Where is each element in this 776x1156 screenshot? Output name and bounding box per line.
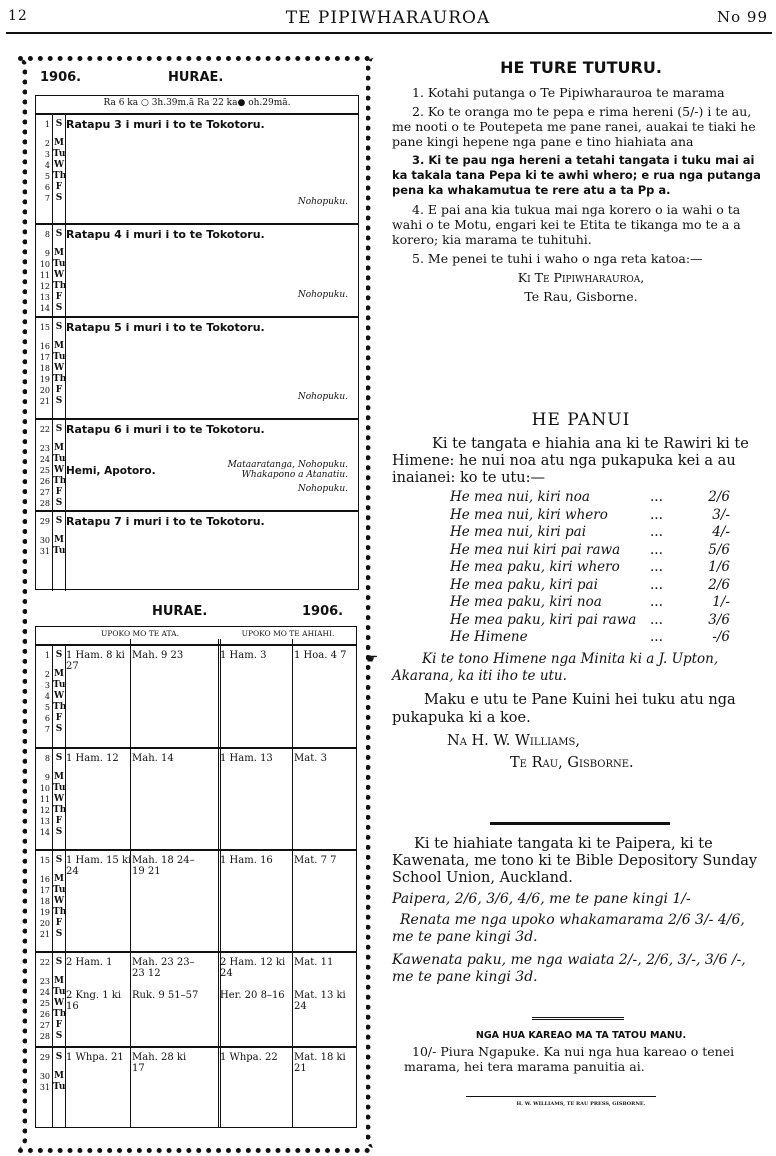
ture-heading: HE TURE TUTURU. [500, 58, 662, 77]
weekday-letter: W [53, 896, 65, 906]
sunday-title: Ratapu 3 i muri i to te Tokotoru. [66, 118, 265, 131]
weekday-letter: M [54, 248, 64, 258]
day-number: 29 [39, 1053, 50, 1062]
day-number: 28 [39, 1032, 50, 1041]
weekday-letter: F [55, 713, 63, 723]
day-number: 7 [44, 725, 50, 734]
evening-header: UPOKO MO TE AHIAHI. [241, 629, 335, 638]
panui-intro: Ki te tangata e hiahia ana ki te Rawiri ki te Himene: he nui noa atu nga pukapuka kei a au inaianei: ko te utu:— [392, 436, 749, 486]
weekday-letter: Tu [53, 783, 66, 793]
weekday-letter: Tu [53, 454, 66, 464]
weekday-letter: S [55, 396, 63, 406]
lesson-cell: 2 Kng. 1 ki 16 [66, 990, 122, 1012]
price-item: He mea nui, kiri noa [450, 489, 590, 505]
day-number: 22 [39, 958, 50, 967]
day-number: 5 [44, 703, 50, 712]
price-leader: ... [650, 611, 663, 628]
lesson-cell: Mah. 23 23–23 12 [132, 957, 195, 979]
day-number: 4 [44, 161, 50, 170]
observance-note: Mataaratanga, Nohopuku. [227, 460, 348, 470]
weekday-letters [52, 646, 66, 749]
day-number: 20 [39, 919, 50, 928]
day-number: 10 [39, 784, 50, 793]
weekday-letter: S [55, 322, 63, 332]
price-list [450, 489, 770, 647]
day-number: 21 [39, 397, 50, 406]
day-number: 24 [39, 455, 50, 464]
observance-note: Nohopuku. [297, 197, 348, 207]
lessons-week [36, 644, 356, 749]
weekday-letter: F [55, 918, 63, 928]
weekday-letter: F [55, 292, 63, 302]
day-number: 14 [39, 828, 50, 837]
signature-name: Na H. W. Williams, [447, 732, 580, 749]
weekday-letter: F [55, 1020, 63, 1030]
sunday-title: Ratapu 7 i muri i to te Tokotoru. [66, 515, 265, 528]
price-leader: ... [650, 559, 663, 575]
price-value: 4/- [712, 524, 730, 540]
header-rule [6, 32, 772, 34]
day-number: 16 [39, 875, 50, 884]
weekday-letter: M [54, 1071, 64, 1081]
weekday-letter: S [55, 516, 63, 526]
calendar-week [36, 113, 358, 225]
ture-list [392, 85, 770, 266]
day-number: 12 [39, 282, 50, 291]
weekday-letter: F [55, 816, 63, 826]
kareao-heading: NGA HUA KAREAO MA TA TATOU MANU. [475, 1030, 687, 1041]
lesson-cell: Mah. 9 23 [132, 650, 184, 661]
day-number: 21 [39, 930, 50, 939]
weekday-letters [52, 512, 66, 591]
day-number: 13 [39, 293, 50, 302]
weekday-letter: S [55, 229, 63, 239]
day-number: 4 [44, 692, 50, 701]
price-leader: ... [650, 576, 663, 593]
day-number: 18 [39, 364, 50, 373]
day-number: 19 [39, 375, 50, 384]
imprint: H. W. WILLIAMS, TE RAU PRESS, GISBORNE. [516, 1101, 646, 1107]
day-number: 13 [39, 817, 50, 826]
price-item: He mea nui, kiri pai [450, 524, 587, 540]
observance-note: Nohopuku. [297, 290, 348, 300]
price-row [450, 507, 770, 525]
weekday-letter: Tu [53, 987, 66, 997]
price-item: He mea paku, kiri pai rawa [450, 611, 637, 628]
lesson-cell: 1 Whpa. 22 [220, 1052, 278, 1063]
day-number: 6 [44, 714, 50, 723]
weekday-letter: Th [53, 1009, 67, 1019]
lesson-cell: 1 Hoa. 4 7 [294, 650, 347, 661]
price-value: 5/6 [708, 541, 730, 558]
lesson-cell: Mat. 7 7 [294, 855, 337, 866]
day-number: 22 [39, 425, 50, 434]
day-number: 10 [39, 260, 50, 269]
pointing-hand-icon: ☛ [366, 650, 379, 667]
weekday-letter: Tu [53, 352, 66, 362]
rule-item: 3. Ki te pau nga hereni a tetahi tangata i tuku mai ai ka takala tana Pepa ki te awhi whero; e rua nga putanga pena ka whakamutua te rere atu a ta Pp a. [392, 153, 761, 197]
price-value: 1/- [712, 594, 730, 610]
price-leader: ... [650, 594, 663, 610]
lesson-cell: Mat. 13 ki 24 [294, 990, 346, 1012]
price-value: 3/- [712, 506, 730, 523]
price-item: He mea paku, kiri whero [450, 559, 620, 575]
bible-price-2: Renata me nga upoko whakamarama 2/6 3/- 4/6, me te pane kingi 3d. [392, 912, 745, 945]
weekday-letters [52, 318, 66, 420]
calendar-month: HURAE. [168, 70, 224, 85]
weekday-letter: S [55, 827, 63, 837]
weekday-letter: Tu [53, 680, 66, 690]
weekday-letters [52, 1048, 66, 1128]
observance-note: Nohopuku. [297, 484, 348, 494]
price-row [450, 612, 770, 630]
weekday-letter: S [55, 1031, 63, 1041]
weekday-letter: Tu [53, 546, 66, 556]
day-number: 30 [39, 1072, 50, 1081]
lessons-week [36, 747, 356, 851]
postage-note: Maku e utu te Pane Kuini hei tuku atu nga pukapuka ki a koe. [392, 691, 736, 726]
imprint-rule [466, 1096, 656, 1097]
address-line-2: Te Rau, Gisborne. [524, 289, 638, 304]
kareao-text: 10/- Piura Ngapuke. Ka nui nga hua kareao o tenei marama, hei tera marama panuitia ai. [404, 1044, 735, 1074]
price-leader: ... [650, 629, 663, 645]
price-leader: ... [650, 506, 663, 523]
observance-note: Nohopuku. [297, 392, 348, 402]
lessons-week [36, 849, 356, 953]
day-number: 24 [39, 988, 50, 997]
lessons-year: 1906. [302, 604, 344, 619]
day-number: 1 [44, 120, 50, 129]
lesson-cell: 1 Ham. 12 [66, 753, 119, 764]
signature-place: Te Rau, Gisborne. [510, 754, 634, 771]
weekday-letter: Th [53, 702, 67, 712]
ornamental-border-right [366, 58, 385, 1148]
ornamental-border-left [8, 58, 27, 1148]
price-value: 3/6 [708, 611, 730, 628]
day-number: 11 [39, 271, 50, 280]
weekday-letter: Tu [53, 1082, 66, 1092]
moon-phases: Ra 6 ka ○ 3h.39m.ā Ra 22 ka● oh.29mā. [103, 98, 291, 108]
lesson-cell: 1 Ham. 15 ki 24 [66, 855, 132, 877]
weekday-letters [52, 953, 66, 1048]
address-line-1: Ki Te Pipiwharauroa, [517, 270, 645, 285]
weekday-letter: S [55, 855, 63, 865]
price-row [450, 489, 770, 507]
month-calendar [35, 95, 359, 590]
minister-note-text: Ki te tono Himene nga Minita ki a J. Upton, Akarana, ka iti iho te utu. [392, 650, 719, 684]
bible-price-1: Paipera, 2/6, 3/6, 4/6, me te pane kingi 1/- [392, 891, 691, 907]
rule-item: 1. Kotahi putanga o Te Pipiwharauroa te marama [412, 85, 725, 100]
weekday-letter: M [54, 535, 64, 545]
price-value: -/6 [712, 629, 730, 645]
observance-note: Whakapono a Atanatiu. [241, 470, 348, 480]
calendar-week [36, 418, 358, 512]
bible-price-3: Kawenata paku, me nga waiata 2/-, 2/6, 3/-, 3/6 /-, me te pane kingi 3d. [392, 952, 746, 985]
day-number: 31 [39, 547, 50, 556]
day-number: 8 [44, 754, 50, 763]
day-number: 25 [39, 999, 50, 1008]
weekday-letter: S [55, 303, 63, 313]
price-row [450, 559, 770, 577]
weekday-letter: F [55, 385, 63, 395]
day-number: 27 [39, 488, 50, 497]
price-row [450, 594, 770, 612]
minister-note [366, 650, 770, 685]
day-number: 27 [39, 1021, 50, 1030]
weekday-letter: F [55, 487, 63, 497]
calendar-week [36, 510, 358, 591]
weekday-letter: F [55, 182, 63, 192]
day-number: 15 [39, 323, 50, 332]
weekday-letter: Tu [53, 149, 66, 159]
weekday-letter: Th [53, 281, 67, 291]
lesson-cell: Mat. 18 ki 21 [294, 1052, 346, 1074]
day-number: 15 [39, 856, 50, 865]
weekday-letter: Th [53, 476, 67, 486]
price-value: 1/6 [708, 559, 730, 575]
lesson-cell: Mah. 18 24–19 21 [132, 855, 195, 877]
weekday-letter: M [54, 138, 64, 148]
lesson-cell: 1 Ham. 13 [220, 753, 273, 764]
rule-item: 5. Me penei te tuhi i waho o nga reta katoa:— [412, 251, 703, 266]
price-value: 2/6 [708, 489, 730, 505]
lesson-cell: 2 Ham. 1 [66, 957, 113, 968]
lessons-table [35, 626, 357, 1128]
calendar-week [36, 316, 358, 420]
day-number: 20 [39, 386, 50, 395]
price-row [450, 524, 770, 542]
day-number: 31 [39, 1083, 50, 1092]
day-number: 2 [44, 139, 50, 148]
lesson-cell: 2 Ham. 12 ki 24 [220, 957, 286, 979]
lesson-cell: 1 Ham. 8 ki 27 [66, 650, 125, 672]
weekday-letter: S [55, 498, 63, 508]
day-number: 23 [39, 444, 50, 453]
day-number: 26 [39, 1010, 50, 1019]
weekday-letter: S [55, 1052, 63, 1062]
weekday-letter: W [53, 794, 65, 804]
day-number: 9 [44, 773, 50, 782]
sunday-title: Ratapu 6 i muri i to te Tokotoru. [66, 423, 265, 436]
day-number: 9 [44, 249, 50, 258]
weekday-letters [52, 115, 66, 225]
weekday-letter: M [54, 669, 64, 679]
section-rule [490, 822, 670, 825]
weekday-letter: W [53, 465, 65, 475]
page-number: 12 [8, 8, 28, 24]
weekday-letters [52, 420, 66, 512]
price-leader: ... [650, 541, 663, 558]
lessons-month: HURAE. [152, 604, 208, 619]
lessons-week [36, 951, 356, 1048]
weekday-letter: Tu [53, 259, 66, 269]
rule-item: 4. E pai ana kia tukua mai nga korero o ia wahi o ta wahi o te Motu, engari kei te Etita te tikanga mo te a a korero; kia marama te tuhituhi. [392, 202, 741, 247]
day-number: 12 [39, 806, 50, 815]
day-number: 26 [39, 477, 50, 486]
panui-heading: HE PANUI [531, 410, 631, 430]
price-leader: ... [650, 489, 663, 505]
day-number: 5 [44, 172, 50, 181]
calendar-year: 1906. [40, 70, 82, 85]
weekday-letter: S [55, 957, 63, 967]
weekday-letter: S [55, 724, 63, 734]
lesson-cell: 1 Ham. 3 [220, 650, 267, 661]
price-row [450, 577, 770, 595]
lesson-cell: Her. 20 8–16 [220, 990, 285, 1001]
price-leader: ... [650, 524, 663, 540]
lesson-cell: Mat. 11 [294, 957, 334, 968]
lesson-cell: 1 Ham. 16 [220, 855, 273, 866]
ornamental-border-bottom [18, 1140, 370, 1153]
masthead-title: TE PIPIWHARAUROA [285, 8, 491, 28]
ornament-rule [532, 1017, 624, 1020]
day-number: 7 [44, 194, 50, 203]
day-number: 11 [39, 795, 50, 804]
day-number: 23 [39, 977, 50, 986]
price-item: He Himene [450, 629, 528, 645]
weekday-letter: Th [53, 805, 67, 815]
weekday-letter: M [54, 976, 64, 986]
lessons-week [36, 1046, 356, 1128]
weekday-letter: Tu [53, 885, 66, 895]
lesson-cell: Ruk. 9 51–57 [132, 990, 199, 1001]
day-number: 18 [39, 897, 50, 906]
issue-number: No 99 [716, 8, 768, 26]
weekday-letter: S [55, 650, 63, 660]
bible-intro: Ki te hiahiate tangata ki te Paipera, ki te Kawenata, me tono ki te Bible Depository Sunday School Union, Auckland. [392, 836, 758, 886]
lesson-cell: Mah. 14 [132, 753, 174, 764]
day-number: 25 [39, 466, 50, 475]
weekday-letter: S [55, 753, 63, 763]
day-number: 17 [39, 353, 50, 362]
weekday-letters [52, 225, 66, 318]
feast-day: Hemi, Apotoro. [66, 465, 156, 477]
day-number: 16 [39, 342, 50, 351]
day-number: 29 [39, 517, 50, 526]
lesson-cell: 1 Whpa. 21 [66, 1052, 124, 1063]
weekday-letters [52, 851, 66, 953]
rule-item: 2. Ko te oranga mo te pepa e rima hereni (5/-) i te au, me nooti o te Poutepeta me pane ranei, auakai te tiaki he pane kingi hepene nga pane e tino hiahiata ana [392, 104, 756, 149]
day-number: 3 [44, 681, 50, 690]
price-item: He mea nui, kiri whero [450, 506, 608, 523]
weekday-letter: M [54, 772, 64, 782]
price-item: He mea paku, kiri pai [450, 576, 598, 593]
day-number: 19 [39, 908, 50, 917]
day-number: 14 [39, 304, 50, 313]
day-number: 8 [44, 230, 50, 239]
day-number: 3 [44, 150, 50, 159]
weekday-letter: S [55, 424, 63, 434]
price-value: 2/6 [708, 576, 730, 593]
weekday-letter: S [55, 119, 63, 129]
day-number: 2 [44, 670, 50, 679]
price-row [450, 629, 770, 647]
calendar-week [36, 223, 358, 318]
lesson-cell: Mah. 28 ki 17 [132, 1052, 187, 1074]
morning-header: UPOKO MO TE ATA. [101, 629, 179, 638]
weekday-letters [52, 749, 66, 851]
day-number: 17 [39, 886, 50, 895]
day-number: 6 [44, 183, 50, 192]
sunday-title: Ratapu 5 i muri i to te Tokotoru. [66, 321, 265, 334]
weekday-letter: M [54, 443, 64, 453]
lesson-cell: Mat. 3 [294, 753, 327, 764]
price-item: He mea nui kiri pai rawa [450, 541, 621, 558]
day-number: 30 [39, 536, 50, 545]
weekday-letter: S [55, 193, 63, 203]
weekday-letter: W [53, 160, 65, 170]
weekday-letter: Th [53, 374, 67, 384]
weekday-letter: M [54, 874, 64, 884]
weekday-letter: W [53, 691, 65, 701]
price-item: He mea paku, kiri noa [450, 594, 602, 610]
price-row [450, 542, 770, 560]
weekday-letter: W [53, 998, 65, 1008]
weekday-letter: M [54, 341, 64, 351]
weekday-letter: W [53, 363, 65, 373]
weekday-letter: Th [53, 907, 67, 917]
weekday-letter: W [53, 270, 65, 280]
day-number: 1 [44, 651, 50, 660]
ornamental-border-top [18, 56, 370, 69]
weekday-letter: S [55, 929, 63, 939]
day-number: 28 [39, 499, 50, 508]
sunday-title: Ratapu 4 i muri i to te Tokotoru. [66, 228, 265, 241]
weekday-letter: Th [53, 171, 67, 181]
